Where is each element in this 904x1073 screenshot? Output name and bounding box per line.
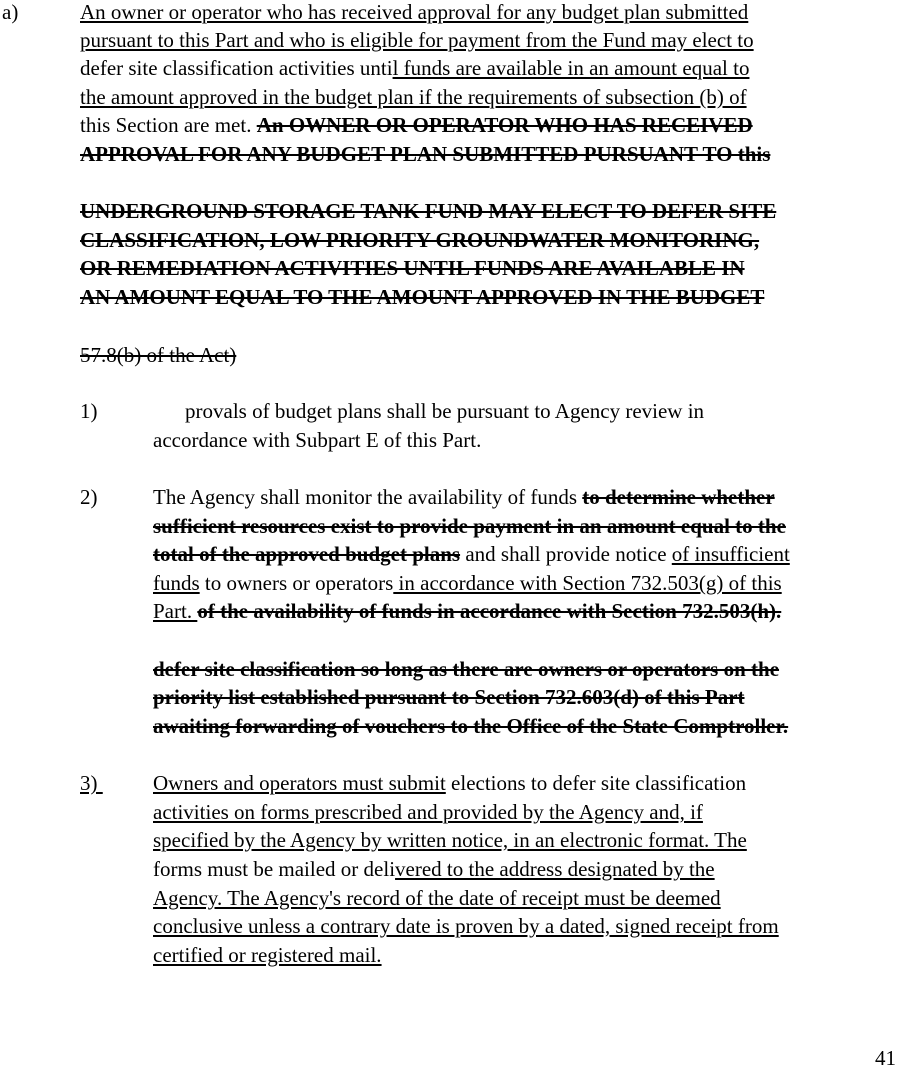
inserted-text: Part. (153, 599, 198, 623)
text-line (153, 426, 481, 455)
text-line (80, 140, 770, 169)
inserted-text: in accordance with Section 732.503(g) of this (393, 571, 782, 595)
deleted-text: APPROVAL FOR ANY BUDGET PLAN SUBMITTED PURSUANT TO this (80, 142, 771, 166)
inserted-text: specified by the Agency by written notice, in an electronic format. The (153, 828, 747, 852)
deleted-text: defer site classification so long as there are owners or operators on the (153, 657, 780, 681)
page-number: 41 (875, 1046, 896, 1070)
text-line (153, 855, 715, 884)
deleted-text: UNDERGROUND STORAGE TANK FUND MAY ELECT TO DEFER SITE (80, 199, 777, 223)
item-2-label: 2) (80, 485, 98, 509)
inserted-text: vered to the address designated by the (395, 857, 715, 881)
inserted-text: l funds are available in an amount equal to (392, 56, 750, 80)
text-segment: The Agency shall monitor the availability of funds (153, 485, 583, 509)
text-line (153, 597, 781, 626)
text-line (153, 798, 703, 827)
text-segment: elections to defer site classification (445, 771, 747, 795)
text-segment: forms must be mailed or deli (153, 857, 396, 881)
text-line (153, 941, 382, 970)
text-line (153, 769, 746, 798)
text-line (80, 197, 776, 226)
deleted-text: AN AMOUNT EQUAL TO THE AMOUNT APPROVED IN THE BUDGET (80, 285, 765, 309)
text-segment: accordance with Subpart E of this Part. (153, 428, 482, 452)
text-line (80, 283, 764, 312)
text-line (80, 111, 753, 140)
item-1-label: 1) (80, 399, 98, 423)
inserted-text: the amount approved in the budget plan if the requirements of subsection (b) of (80, 85, 747, 109)
deleted-text: to determine whether (582, 485, 775, 509)
text-line (153, 912, 779, 941)
inserted-text: funds (153, 571, 200, 595)
text-line (153, 712, 788, 741)
deleted-text: An OWNER OR OPERATOR WHO HAS RECEIVED (256, 113, 753, 137)
deleted-text: sufficient resources exist to provide payment in an amount equal to the (153, 514, 786, 538)
text-segment: to owners or operators (199, 571, 394, 595)
text-segment: provals of budget plans shall be pursuant to Agency review in (185, 399, 705, 423)
text-segment: and shall provide notice (460, 542, 672, 566)
text-line (80, 254, 745, 283)
text-line (153, 540, 790, 569)
text-line (153, 655, 779, 684)
item-3-label: 3) (80, 771, 98, 795)
deleted-text: OR REMEDIATION ACTIVITIES UNTIL FUNDS ARE AVAILABLE IN (80, 256, 745, 280)
text-segment: defer site classification activities unti (80, 56, 393, 80)
text-line (153, 483, 775, 512)
inserted-text: An owner or operator who has received approval for any budget plan submitted (80, 0, 749, 24)
deleted-text: of the availability of funds in accordance with Section 732.503(h). (197, 599, 782, 623)
deleted-text: awaiting forwarding of vouchers to the Office of the State Comptroller. (153, 714, 789, 738)
deleted-text: total of the approved budget plans (153, 542, 461, 566)
text-line (80, 341, 236, 370)
subsection-a-label: a) (2, 0, 19, 24)
text-line (80, 226, 759, 255)
inserted-text: Agency. The Agency's record of the date of receipt must be deemed (153, 886, 721, 910)
text-line (153, 683, 745, 712)
deleted-text: priority list established pursuant to Section 732.603(d) of this Part (153, 685, 745, 709)
text-line (80, 0, 748, 27)
inserted-text: activities on forms prescribed and provided by the Agency and, if (153, 800, 703, 824)
text-line (153, 884, 721, 913)
text-line (185, 397, 704, 426)
text-line (153, 826, 747, 855)
text-segment: this Section are met. (80, 113, 257, 137)
inserted-text: conclusive unless a contrary date is proven by a dated, signed receipt from (153, 914, 779, 938)
text-line (80, 26, 754, 55)
inserted-text: certified or registered mail. (153, 943, 382, 967)
inserted-text: of insufficient (671, 542, 790, 566)
inserted-text: pursuant to this Part and who is eligible for payment from the Fund may elect to (80, 28, 754, 52)
inserted-text: Owners and operators must submit (153, 771, 446, 795)
deleted-text: CLASSIFICATION, LOW PRIORITY GROUNDWATER MONITORING, (80, 228, 760, 252)
text-line (153, 512, 786, 541)
text-line (80, 83, 747, 112)
text-line (153, 569, 782, 598)
deleted-text: 57.8(b) of the Act) (80, 343, 237, 367)
text-line (80, 54, 749, 83)
